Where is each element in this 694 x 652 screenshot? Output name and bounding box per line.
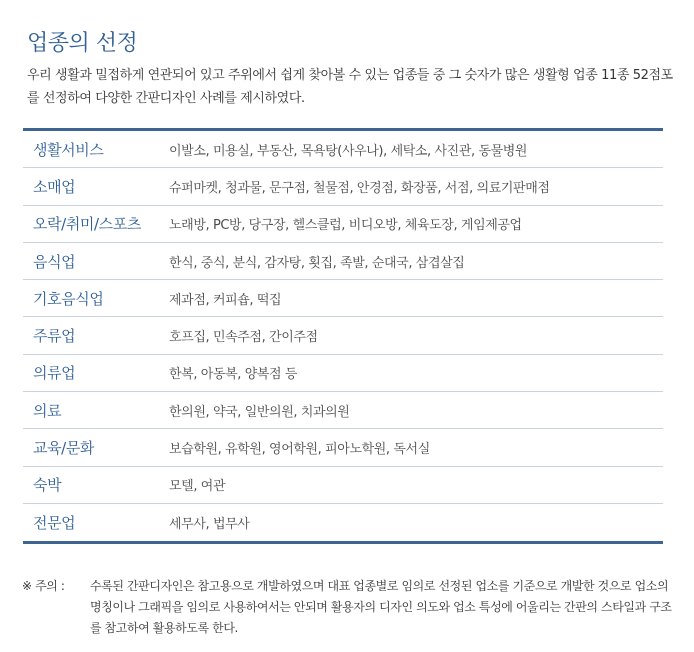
category-name: 의류업	[33, 364, 76, 383]
category-items: 세무사, 법무사	[169, 517, 250, 533]
category-name: 생활서비스	[33, 140, 104, 159]
table-row	[23, 467, 663, 504]
category-name: 주류업	[33, 327, 76, 346]
category-items: 슈퍼마켓, 청과물, 문구점, 철물점, 안경점, 화장품, 서점, 의료기판매점	[169, 180, 550, 196]
table-row	[23, 168, 663, 205]
category-items: 제과점, 커피숍, 떡집	[169, 292, 282, 308]
category-items: 한의원, 약국, 일반의원, 치과의원	[169, 404, 350, 420]
caution-note	[22, 576, 682, 639]
note-label: ※ 주의 :	[22, 579, 65, 593]
category-name: 오락/취미/스포츠	[33, 215, 141, 234]
category-items: 한복, 아동복, 양복점 등	[169, 367, 298, 383]
category-items: 모텔, 여관	[169, 479, 226, 495]
category-name: 교육/문화	[33, 439, 95, 458]
category-items: 노래방, PC방, 당구장, 헬스클럽, 비디오방, 체육도장, 게임제공업	[169, 218, 522, 234]
category-name: 음식업	[33, 252, 76, 271]
category-name: 전문업	[33, 514, 76, 533]
note-text: 수록된 간판디자인은 참고용으로 개발하였으며 대표 업종별로 임의로 선정된 업소를 기준으로 개발한 것으로 업소의 명칭이나 그래픽을 임의로 사용하여서는 안되며 활용자의 디자인 의도와 업소 특성에 어울리는 간판의 스타일과 구조를 참고하여 활용하도록 한다.	[90, 579, 672, 635]
category-items: 보습학원, 유학원, 영어학원, 피아노학원, 독서실	[169, 442, 430, 458]
category-items: 한식, 중식, 분식, 감자탕, 횟집, 족발, 순대국, 삼겹살집	[169, 255, 465, 271]
category-name: 숙박	[33, 476, 62, 495]
table-row	[23, 243, 663, 280]
table-row	[23, 317, 663, 354]
business-category-table	[23, 128, 663, 544]
table-row	[23, 392, 663, 429]
category-name: 소매업	[33, 177, 76, 196]
page-title: 업종의 선정	[27, 31, 138, 56]
table-row	[23, 280, 663, 317]
category-name: 의료	[33, 401, 62, 420]
intro-paragraph: 우리 생활과 밀접하게 연관되어 있고 주위에서 쉽게 찾아볼 수 있는 업종들 중 그 숫자가 많은 생활형 업종 11종 52점포를 선정하여 다양한 간판디자인 사례를 제시하였다.	[27, 68, 673, 106]
category-items: 호프집, 민속주점, 간이주점	[169, 330, 318, 346]
table-row	[23, 504, 663, 541]
table-row	[23, 131, 663, 168]
table-row	[23, 355, 663, 392]
table-row	[23, 206, 663, 243]
category-name: 기호음식업	[33, 289, 104, 308]
table-row	[23, 429, 663, 466]
category-items: 이발소, 미용실, 부동산, 목욕탕(사우나), 세탁소, 사진관, 동물병원	[169, 143, 528, 159]
